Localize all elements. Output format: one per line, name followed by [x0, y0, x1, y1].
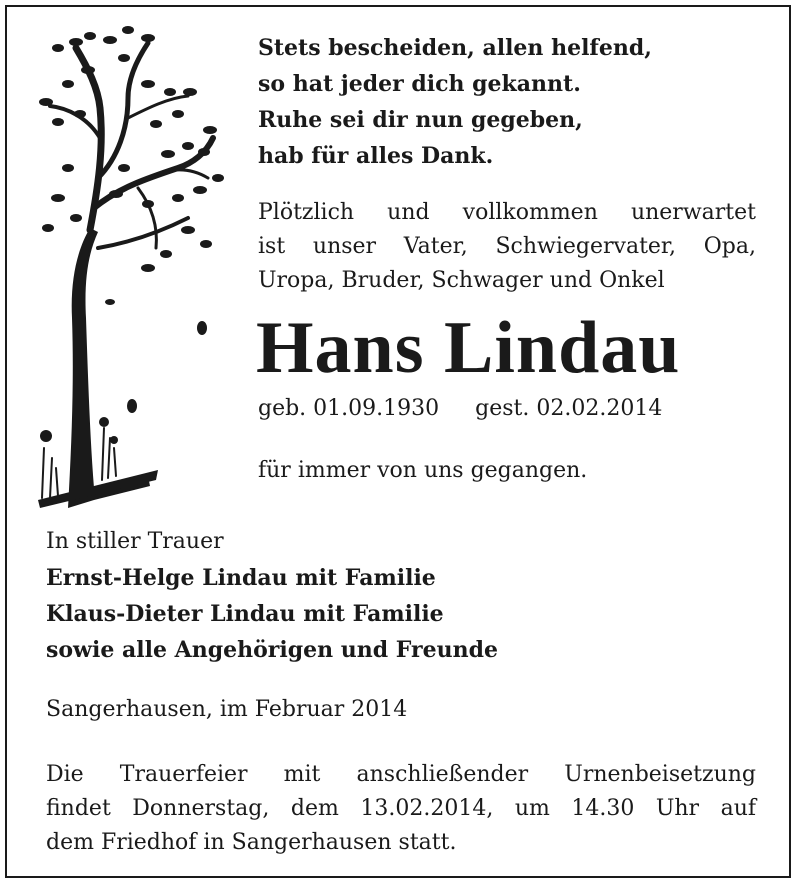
- mourning-intro: In stiller Trauer: [46, 529, 224, 554]
- intro-line: Plötzlich und vollkommen unerwartet: [258, 200, 756, 225]
- service-line: Die Trauerfeier mit anschließender Urnenbeisetzung: [46, 762, 756, 787]
- mourners-block: [46, 524, 498, 668]
- poem-line: Ruhe sei dir nun gegeben,: [258, 107, 583, 133]
- memorial-poem: [258, 30, 652, 174]
- deceased-name: Hans Lindau: [256, 307, 681, 389]
- farewell-line: für immer von uns gegangen.: [258, 458, 588, 483]
- mourner-name: sowie alle Angehörigen und Freunde: [46, 637, 498, 663]
- life-dates: [258, 394, 662, 424]
- funeral-service-info: [46, 758, 756, 860]
- tree-illustration: [28, 18, 228, 513]
- birth-date: geb. 01.09.1930: [258, 396, 440, 421]
- poem-line: hab für alles Dank.: [258, 143, 494, 169]
- intro-line: ist unser Vater, Schwiegervater, Opa,: [258, 234, 756, 259]
- mourner-name: Ernst-Helge Lindau mit Familie: [46, 565, 436, 591]
- intro-line: Uropa, Bruder, Schwager und Onkel: [258, 268, 665, 293]
- poem-line: Stets bescheiden, allen helfend,: [258, 35, 652, 61]
- place-date: Sangerhausen, im Februar 2014: [46, 697, 408, 722]
- mourner-name: Klaus-Dieter Lindau mit Familie: [46, 601, 444, 627]
- service-line: dem Friedhof in Sangerhausen statt.: [46, 830, 457, 855]
- poem-line: so hat jeder dich gekannt.: [258, 71, 581, 97]
- announcement-intro: [258, 196, 756, 298]
- service-line: findet Donnerstag, dem 13.02.2014, um 14.30 Uhr auf: [46, 796, 756, 821]
- death-date: gest. 02.02.2014: [475, 396, 663, 421]
